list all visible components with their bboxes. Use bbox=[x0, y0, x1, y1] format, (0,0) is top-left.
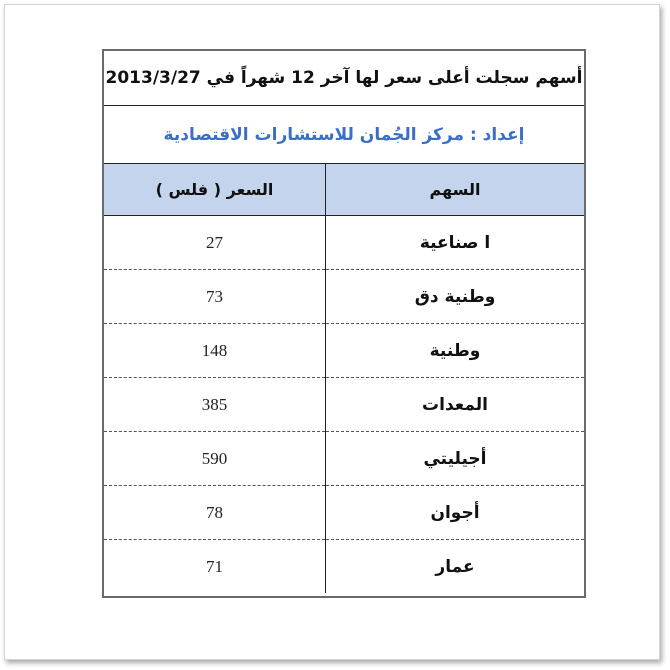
stock-name-cell: المعدات bbox=[326, 378, 585, 432]
stock-price-cell: 590 bbox=[104, 432, 326, 486]
stock-price-cell: 385 bbox=[104, 378, 326, 432]
stock-name-cell: وطنية bbox=[326, 324, 585, 378]
stock-name-cell: وطنية دق bbox=[326, 270, 585, 324]
stock-price-cell: 27 bbox=[104, 216, 326, 270]
table-row bbox=[104, 216, 584, 270]
stock-name-cell: عمار bbox=[326, 540, 585, 594]
stock-table-document bbox=[102, 49, 586, 598]
table-row bbox=[104, 270, 584, 324]
table-header-row bbox=[104, 164, 584, 216]
header-price: السعر ( فلس ) bbox=[104, 164, 326, 216]
table-row bbox=[104, 432, 584, 486]
stock-name-cell: أجيليتي bbox=[326, 432, 585, 486]
stock-price-cell: 71 bbox=[206, 556, 223, 576]
page-frame bbox=[4, 4, 660, 660]
document-title: أسهم سجلت أعلى سعر لها آخر 12 شهراً في 2013/3/27 bbox=[104, 51, 584, 106]
table-row bbox=[104, 378, 584, 432]
stock-name-cell: أجوان bbox=[326, 486, 585, 540]
table-row bbox=[104, 486, 584, 540]
stock-name-cell: ا صناعية bbox=[326, 216, 585, 270]
stock-price-cell: 148 bbox=[104, 324, 326, 378]
stock-price-cell: 73 bbox=[104, 270, 326, 324]
table-row bbox=[104, 540, 584, 594]
table-row bbox=[104, 324, 584, 378]
stock-price-table bbox=[104, 164, 584, 593]
stock-price-cell: 78 bbox=[104, 486, 326, 540]
prepared-by-line: إعداد : مركز الجُمان للاستشارات الاقتصادية bbox=[104, 106, 584, 164]
header-stock: السهم bbox=[326, 164, 585, 216]
